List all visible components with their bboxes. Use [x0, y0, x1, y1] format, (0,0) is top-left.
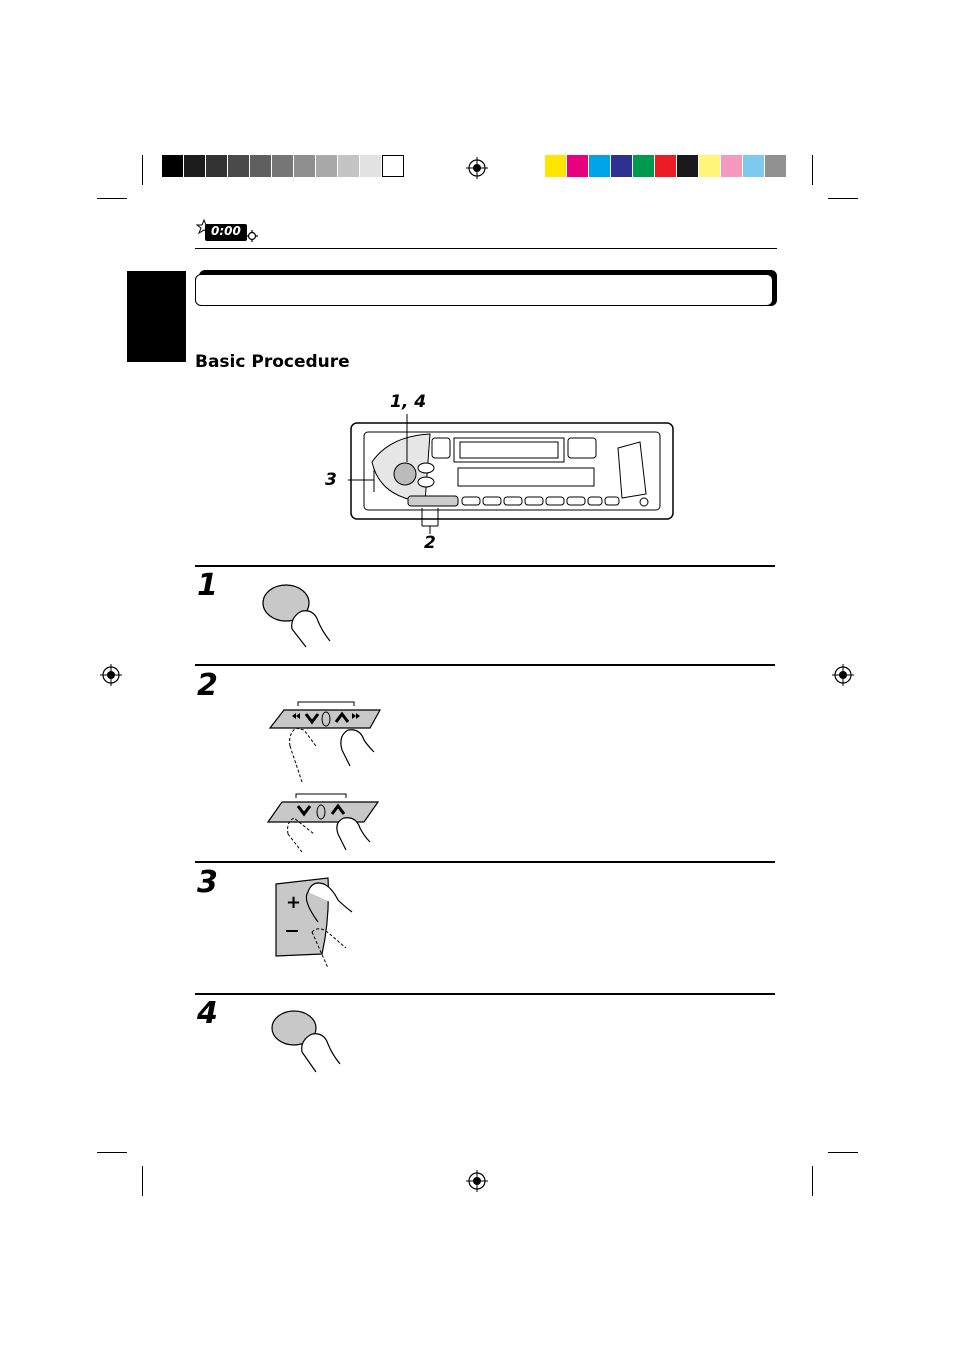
crop-mark: [828, 1152, 858, 1153]
preset-buttons-illustration: [266, 792, 382, 854]
header-rule: [195, 248, 777, 249]
color-swatch: [633, 155, 655, 177]
basic-procedure-heading: Basic Procedure: [195, 352, 350, 372]
color-bar: [545, 155, 787, 177]
step-number-3: 3: [197, 865, 218, 900]
step-number-2: 2: [197, 668, 218, 703]
registration-target-icon: [832, 664, 854, 686]
registration-target-icon: [466, 157, 488, 179]
color-swatch: [611, 155, 633, 177]
color-swatch: [272, 155, 294, 177]
step-number-4: 4: [197, 996, 218, 1031]
press-button-illustration: [262, 579, 334, 649]
crop-mark: [97, 1152, 127, 1153]
color-swatch: [567, 155, 589, 177]
volume-control-illustration: [272, 874, 354, 970]
color-swatch: [316, 155, 338, 177]
callout-label-2: 2: [424, 533, 436, 553]
color-swatch: [206, 155, 228, 177]
clock-setting-icon: [197, 220, 259, 242]
registration-target-icon: [466, 1170, 488, 1192]
seek-buttons-illustration: [268, 700, 384, 786]
clock-display-text: 0:00: [211, 224, 241, 238]
color-swatch: [765, 155, 787, 177]
color-swatch: [589, 155, 611, 177]
gear-icon: [246, 230, 258, 242]
color-swatch: [545, 155, 567, 177]
car-stereo-panel-diagram: [350, 422, 674, 520]
crop-mark: [812, 155, 813, 185]
color-swatch: [677, 155, 699, 177]
crop-mark: [97, 198, 127, 199]
color-swatch: [721, 155, 743, 177]
step-divider: [195, 993, 775, 995]
color-swatch: [743, 155, 765, 177]
callout-label-3: 3: [325, 470, 337, 490]
color-swatch: [228, 155, 250, 177]
step-divider: [195, 664, 775, 666]
color-swatch: [360, 155, 382, 177]
color-swatch: [699, 155, 721, 177]
language-side-tab: [127, 271, 186, 362]
crop-mark: [142, 1166, 143, 1196]
color-swatch: [655, 155, 677, 177]
color-swatch: [294, 155, 316, 177]
step-divider: [195, 565, 775, 567]
svg-text:+: +: [286, 892, 302, 913]
registration-target-icon: [100, 664, 122, 686]
color-swatch: [338, 155, 360, 177]
color-swatch: [162, 155, 184, 177]
crop-mark: [828, 198, 858, 199]
section-heading-bar: [195, 270, 777, 306]
step-divider: [195, 861, 775, 863]
gray-scale-bar: [162, 155, 404, 177]
crop-mark: [812, 1166, 813, 1196]
crop-mark: [142, 155, 143, 185]
color-swatch: [250, 155, 272, 177]
callout-label-1-4: 1, 4: [390, 392, 427, 412]
color-swatch: [382, 155, 404, 177]
step-number-1: 1: [197, 568, 218, 603]
press-button-illustration: [272, 1006, 344, 1076]
color-swatch: [184, 155, 206, 177]
